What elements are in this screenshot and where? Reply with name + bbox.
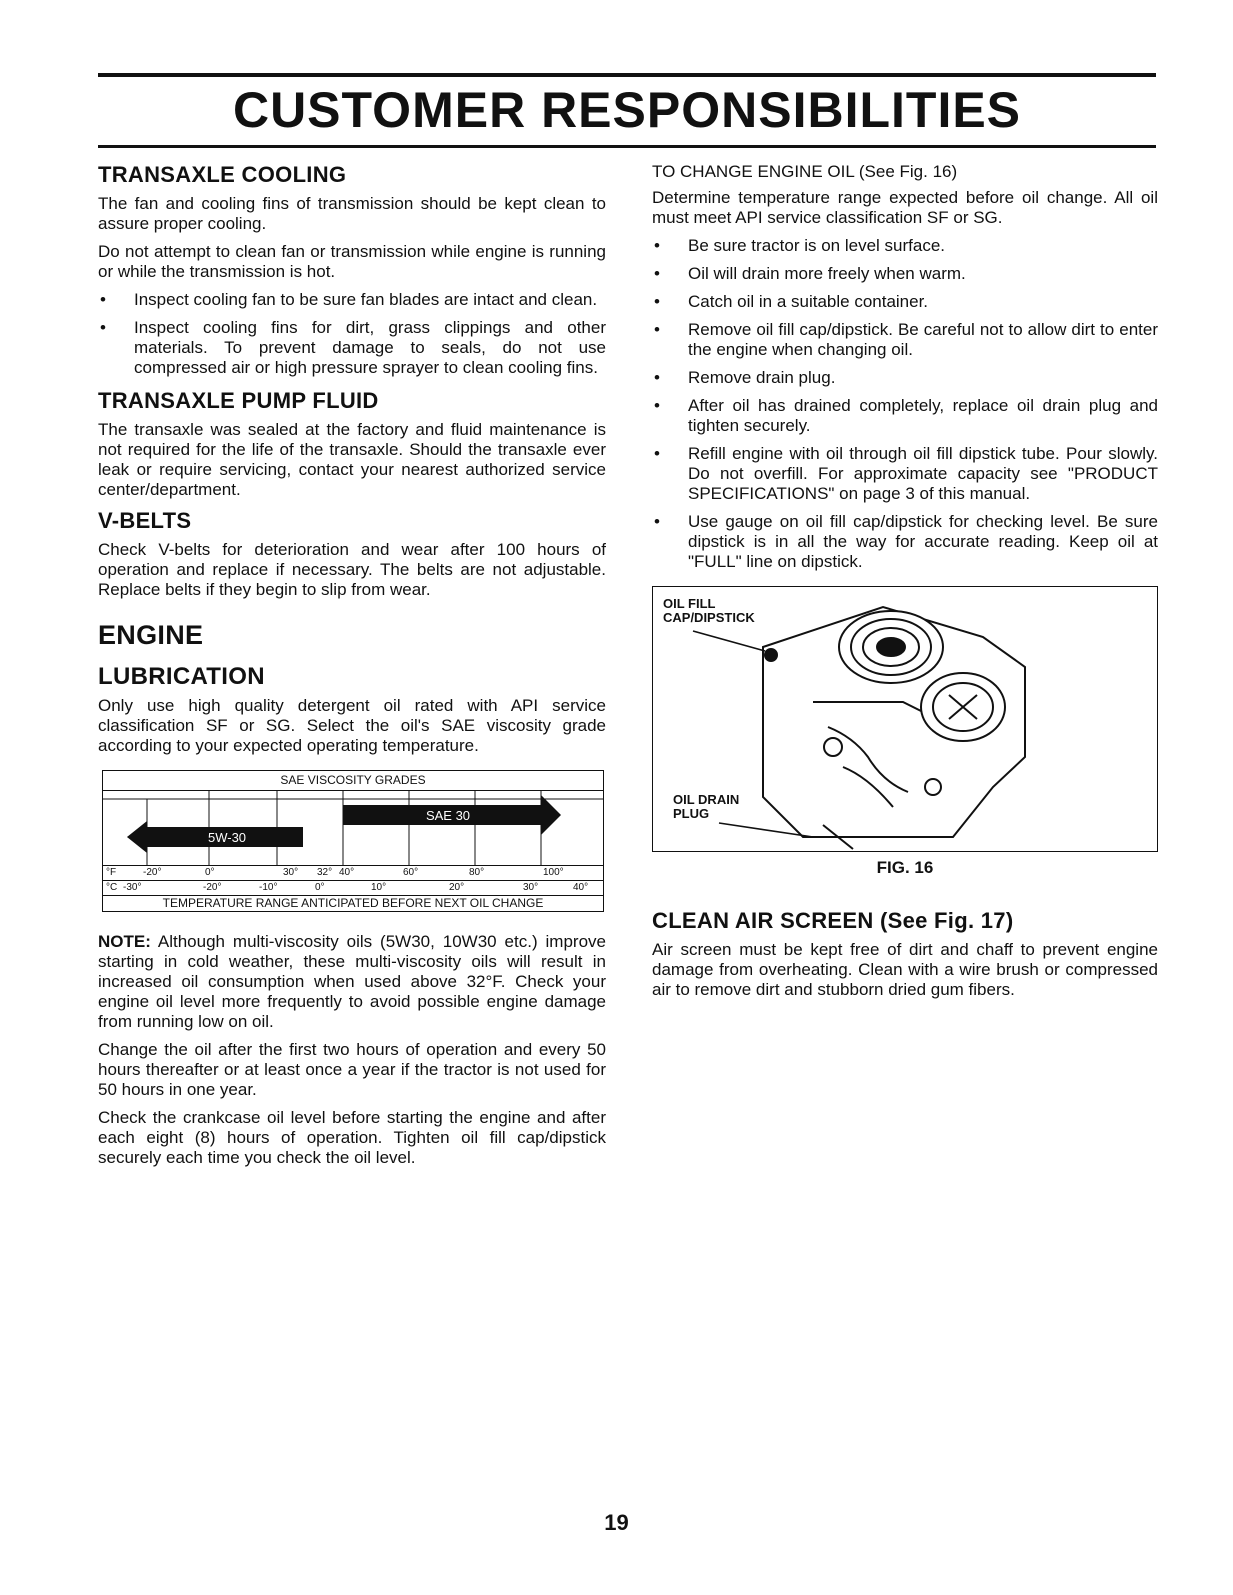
oil-drain-label: OIL DRAIN PLUG xyxy=(673,792,740,821)
list-item: • Catch oil in a suitable container. xyxy=(652,292,1158,312)
change-oil-para: Determine temperature range expected before oil change. All oil must meet API service classification SF or SG. xyxy=(652,188,1158,227)
tick-label: -30° xyxy=(123,882,142,893)
transaxle-cooling-para-2: Do not attempt to clean fan or transmission while engine is running or while the transmission is hot. xyxy=(98,242,606,281)
page-title: CUSTOMER RESPONSIBILITIES xyxy=(232,82,1022,138)
tick-label: 100° xyxy=(543,867,564,878)
list-item: • Inspect cooling fan to be sure fan blades are intact and clean. xyxy=(98,290,606,310)
5w30-label: 5W-30 xyxy=(207,830,247,845)
figure-16-caption: FIG. 16 xyxy=(876,858,934,877)
lubrication-para: Only use high quality detergent oil rated with API service classification SF or SG. Select the oil's SAE viscosity grade according to your expected operating temperature. xyxy=(98,696,606,755)
list-item: • Remove drain plug. xyxy=(652,368,1158,388)
tick-label: 20° xyxy=(449,882,465,893)
viscosity-chart-title: SAE VISCOSITY GRADES xyxy=(103,771,603,791)
tick-label: 0° xyxy=(315,882,325,893)
sae30-label: SAE 30 xyxy=(425,808,471,823)
tick-label: 30° xyxy=(523,882,539,893)
tick-label: -20° xyxy=(143,867,162,878)
list-item: • Refill engine with oil through oil fill dipstick tube. Pour slowly. Do not overfill. For approximate capacity see "PRODUCT SPECIFICATIONS" on page 3 of this manual. xyxy=(652,444,1158,504)
tick-label: 0° xyxy=(205,867,215,878)
fahrenheit-unit: °F xyxy=(106,867,117,878)
title-rule xyxy=(98,145,1156,148)
engine-illustration xyxy=(653,587,1157,851)
engine-heading: ENGINE xyxy=(98,620,204,650)
tick-label: 40° xyxy=(339,867,355,878)
left-column xyxy=(98,162,606,1176)
v-belts-heading: V-BELTS xyxy=(98,508,192,533)
transaxle-cooling-heading: TRANSAXLE COOLING xyxy=(98,162,347,187)
tick-label: 40° xyxy=(573,882,589,893)
transaxle-pump-fluid-para: The transaxle was sealed at the factory and fluid maintenance is not required for the life of the transaxle. Should the transaxle ever leak or require servicing, contact your nearest authorized service center/department. xyxy=(98,420,606,499)
tick-label: 60° xyxy=(403,867,419,878)
change-oil-list xyxy=(652,236,1158,572)
list-item: • Inspect cooling fins for dirt, grass clippings and other materials. To prevent damage to seals, do not use compressed air or high pressure sprayer to clean cooling fins. xyxy=(98,318,606,378)
list-item: • Be sure tractor is on level surface. xyxy=(652,236,1158,256)
oil-fill-label: OIL FILL CAP/DIPSTICK xyxy=(663,596,755,625)
celsius-unit: °C xyxy=(106,882,118,893)
list-item: • Oil will drain more freely when warm. xyxy=(652,264,1158,284)
right-column xyxy=(652,162,1158,1008)
viscosity-chart xyxy=(102,770,604,912)
figure-16 xyxy=(652,586,1158,852)
viscosity-chart-footer: TEMPERATURE RANGE ANTICIPATED BEFORE NEXT OIL CHANGE xyxy=(162,896,544,910)
viscosity-bars xyxy=(103,791,603,865)
list-item: • Remove oil fill cap/dipstick. Be careful not to allow dirt to enter the engine when changing oil. xyxy=(652,320,1158,360)
v-belts-para: Check V-belts for deterioration and wear after 100 hours of operation and replace if necessary. The belts are not adjustable. Replace belts if they begin to slip from wear. xyxy=(98,540,606,599)
note-text: Although multi-viscosity oils (5W30, 10W30 etc.) improve starting in cold weather, these multi-viscosity oils will result in increased oil consumption when used above 32°F. Check your engine oil level more frequently to avoid possible engine damage from running low on oil. xyxy=(98,932,606,1031)
tick-label: -20° xyxy=(203,882,222,893)
celsius-row xyxy=(103,881,603,896)
change-oil-interval-para: Change the oil after the first two hours of operation and every 50 hours thereafter or at least once a year if the tractor is not used for 50 hours in one year. xyxy=(98,1040,606,1099)
lubrication-heading: LUBRICATION xyxy=(98,663,265,690)
tick-label: 32° xyxy=(317,867,333,878)
tick-label: 80° xyxy=(469,867,485,878)
note-label: NOTE: xyxy=(98,932,151,951)
tick-label: 30° xyxy=(283,867,299,878)
top-rule xyxy=(98,73,1156,77)
tick-label: 10° xyxy=(371,882,387,893)
list-item: • Use gauge on oil fill cap/dipstick for checking level. Be sure dipstick is in all the way for accurate reading. Keep oil at "FULL" line on dipstick. xyxy=(652,512,1158,572)
check-oil-level-para: Check the crankcase oil level before starting the engine and after each eight (8) hours of operation. Tighten oil fill cap/dipstick securely each time you check the oil level. xyxy=(98,1108,606,1167)
transaxle-cooling-para-1: The fan and cooling fins of transmission should be kept clean to assure proper cooling. xyxy=(98,194,606,233)
change-oil-heading: TO CHANGE ENGINE OIL (See Fig. 16) xyxy=(652,162,958,181)
tick-label: -10° xyxy=(259,882,278,893)
fahrenheit-row xyxy=(103,866,603,881)
list-item: • After oil has drained completely, replace oil drain plug and tighten securely. xyxy=(652,396,1158,436)
air-screen-para: Air screen must be kept free of dirt and chaff to prevent engine damage from overheating. Clean with a wire brush or compressed air to remove dirt and stubborn dried gum fibers. xyxy=(652,940,1158,999)
viscosity-chart-body xyxy=(103,791,603,866)
page-number: 19 xyxy=(604,1510,629,1535)
transaxle-cooling-list xyxy=(98,290,606,378)
transaxle-pump-fluid-heading: TRANSAXLE PUMP FLUID xyxy=(98,388,379,413)
note-para xyxy=(98,932,606,1032)
air-screen-heading: CLEAN AIR SCREEN (See Fig. 17) xyxy=(652,908,1014,933)
